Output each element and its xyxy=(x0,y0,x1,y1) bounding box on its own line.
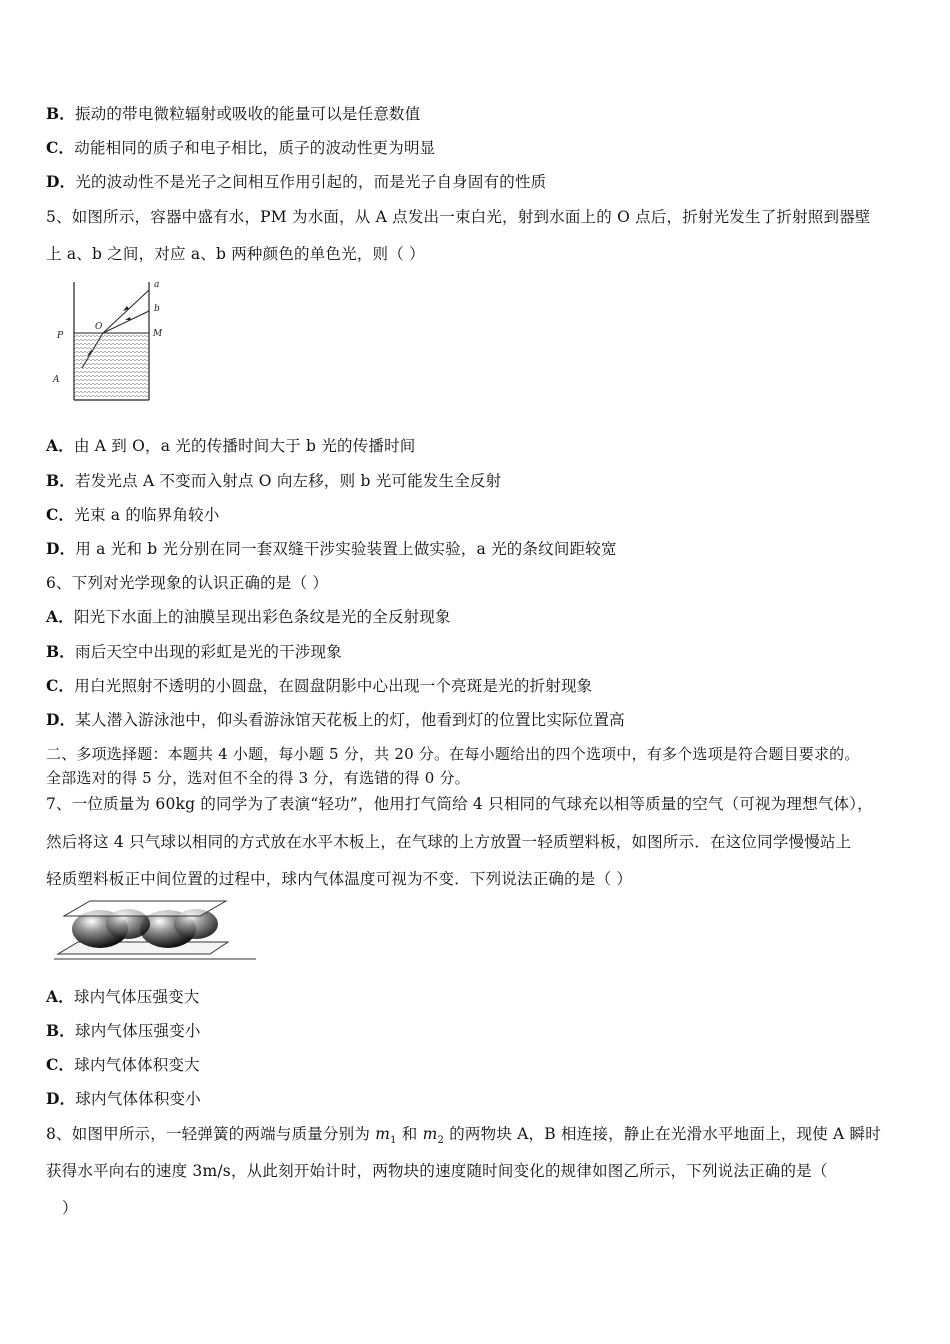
option-key: D． xyxy=(46,172,76,191)
label-o: O xyxy=(95,322,103,332)
option-key: B． xyxy=(46,471,76,490)
q8-text: 和 xyxy=(396,1125,423,1143)
label-m: M xyxy=(153,329,163,339)
option-text: 若发光点 A 不变而入射点 O 向左移，则 b 光可能发生全反射 xyxy=(75,472,502,490)
q8-stem-line1 xyxy=(46,1122,881,1146)
option-text: 球内气体压强变小 xyxy=(75,1022,201,1040)
option-text: 阳光下水面上的油膜呈现出彩色条纹是光的全反射现象 xyxy=(73,608,451,626)
section2-line1: 二、多项选择题：本题共 4 小题，每小题 5 分，共 20 分。在每小题给出的四个选项中，有多个选项是符合题目要求的。 xyxy=(46,745,860,763)
option-text: 振动的带电微粒辐射或吸收的能量可以是任意数值 xyxy=(75,105,421,123)
option-key: D． xyxy=(46,1089,76,1108)
refracted-ray-b-arrow xyxy=(125,317,131,320)
option-text: 用 a 光和 b 光分别在同一套双缝干涉实验装置上做实验，a 光的条纹间距较宽 xyxy=(75,540,617,558)
mass-subscript: 2 xyxy=(437,1135,445,1147)
mass-symbol: m xyxy=(422,1125,438,1143)
option-key: C． xyxy=(46,1055,75,1074)
option-text: 球内气体压强变大 xyxy=(73,988,200,1006)
option-text: 某人潜入游泳池中，仰头看游泳馆天花板上的灯，他看到灯的位置比实际位置高 xyxy=(75,711,625,729)
q5-option-a xyxy=(46,434,415,456)
q7-stem-line1: 7、一位质量为 60kg 的同学为了表演“轻功”，他用打气筒给 4 只相同的气球充以相等质量的空气（可视为理想气体）， xyxy=(46,795,873,813)
q7-option-b xyxy=(46,1019,201,1041)
option-text: 光束 a 的临界角较小 xyxy=(74,506,220,524)
option-key: A． xyxy=(46,607,74,626)
q6-stem: 6、下列对光学现象的认识正确的是（ ） xyxy=(46,574,329,592)
mass-symbol: m xyxy=(375,1125,391,1143)
water-region xyxy=(74,333,149,399)
label-a-ray: a xyxy=(154,280,160,290)
option-text: 球内气体体积变小 xyxy=(75,1090,201,1108)
option-key: C． xyxy=(46,676,75,695)
q7-balloons-figure xyxy=(50,898,260,962)
q5-stem-line2: 上 a、b 之间，对应 a、b 两种颜色的单色光，则（ ） xyxy=(46,245,425,263)
option-key: B． xyxy=(46,642,76,661)
option-key: C． xyxy=(46,138,75,157)
option-key: A． xyxy=(46,436,74,455)
q4-option-d xyxy=(46,170,546,192)
label-b-ray: b xyxy=(154,304,160,314)
q5-option-c xyxy=(46,503,220,525)
option-key: B． xyxy=(46,1021,76,1040)
q8-text: 8、如图甲所示，一轻弹簧的两端与质量分别为 xyxy=(46,1125,376,1143)
q4-option-c xyxy=(46,136,435,158)
q4-option-b xyxy=(46,102,420,124)
q6-option-b xyxy=(46,640,342,662)
option-key: A． xyxy=(46,987,74,1006)
q7-stem-line2: 然后将这 4 只气球以相同的方式放在水平木板上，在气球的上方放置一轻质塑料板，如图所示．在这位同学慢慢站上 xyxy=(46,833,852,851)
option-key: D． xyxy=(46,710,76,729)
label-p: P xyxy=(57,331,64,341)
option-text: 球内气体体积变大 xyxy=(74,1056,200,1074)
q6-option-a xyxy=(46,605,451,627)
option-text: 雨后天空中出现的彩虹是光的干涉现象 xyxy=(75,643,342,661)
refracted-ray-a xyxy=(103,290,149,333)
option-key: C． xyxy=(46,505,75,524)
q5-stem-line1: 5、如图所示，容器中盛有水，PM 为水面，从 A 点发出一束白光，射到水面上的 O 点后，折射光发生了折射照到器壁 xyxy=(46,208,871,226)
option-key: B． xyxy=(46,104,76,123)
q8-stem-line3: ） xyxy=(62,1199,78,1217)
q6-option-d xyxy=(46,708,625,730)
q5-refraction-figure xyxy=(48,278,178,404)
section2-line2: 全部选对的得 5 分，选对但不全的得 3 分，有选错的得 0 分。 xyxy=(46,769,470,787)
option-text: 由 A 到 O，a 光的传播时间大于 b 光的传播时间 xyxy=(73,437,416,455)
q7-option-a xyxy=(46,985,200,1007)
q5-option-b xyxy=(46,469,501,491)
q7-option-c xyxy=(46,1053,200,1075)
q5-option-d xyxy=(46,537,617,559)
q8-stem-line2: 获得水平向右的速度 3m/s，从此刻开始计时，两物块的速度随时间变化的规律如图乙所示，下列说法正确的是（ xyxy=(46,1162,828,1180)
q7-stem-line3: 轻质塑料板正中间位置的过程中，球内气体温度可视为不变．下列说法正确的是（ ） xyxy=(46,870,633,888)
option-text: 用白光照射不透明的小圆盘，在圆盘阴影中心出现一个亮斑是光的折射现象 xyxy=(74,677,593,695)
q7-option-d xyxy=(46,1087,201,1109)
q8-text: 的两物块 A，B 相连接，静止在光滑水平地面上，现使 A 瞬时 xyxy=(444,1125,881,1143)
option-key: D． xyxy=(46,539,76,558)
label-a-point: A xyxy=(53,375,60,385)
q6-option-c xyxy=(46,674,592,696)
mass-subscript: 1 xyxy=(390,1135,397,1147)
refracted-ray-b xyxy=(103,311,149,333)
refracted-ray-a-arrow xyxy=(123,306,129,311)
option-text: 动能相同的质子和电子相比，质子的波动性更为明显 xyxy=(74,139,436,157)
top-plastic-board xyxy=(64,901,226,916)
option-text: 光的波动性不是光子之间相互作用引起的，而是光子自身固有的性质 xyxy=(75,173,547,191)
